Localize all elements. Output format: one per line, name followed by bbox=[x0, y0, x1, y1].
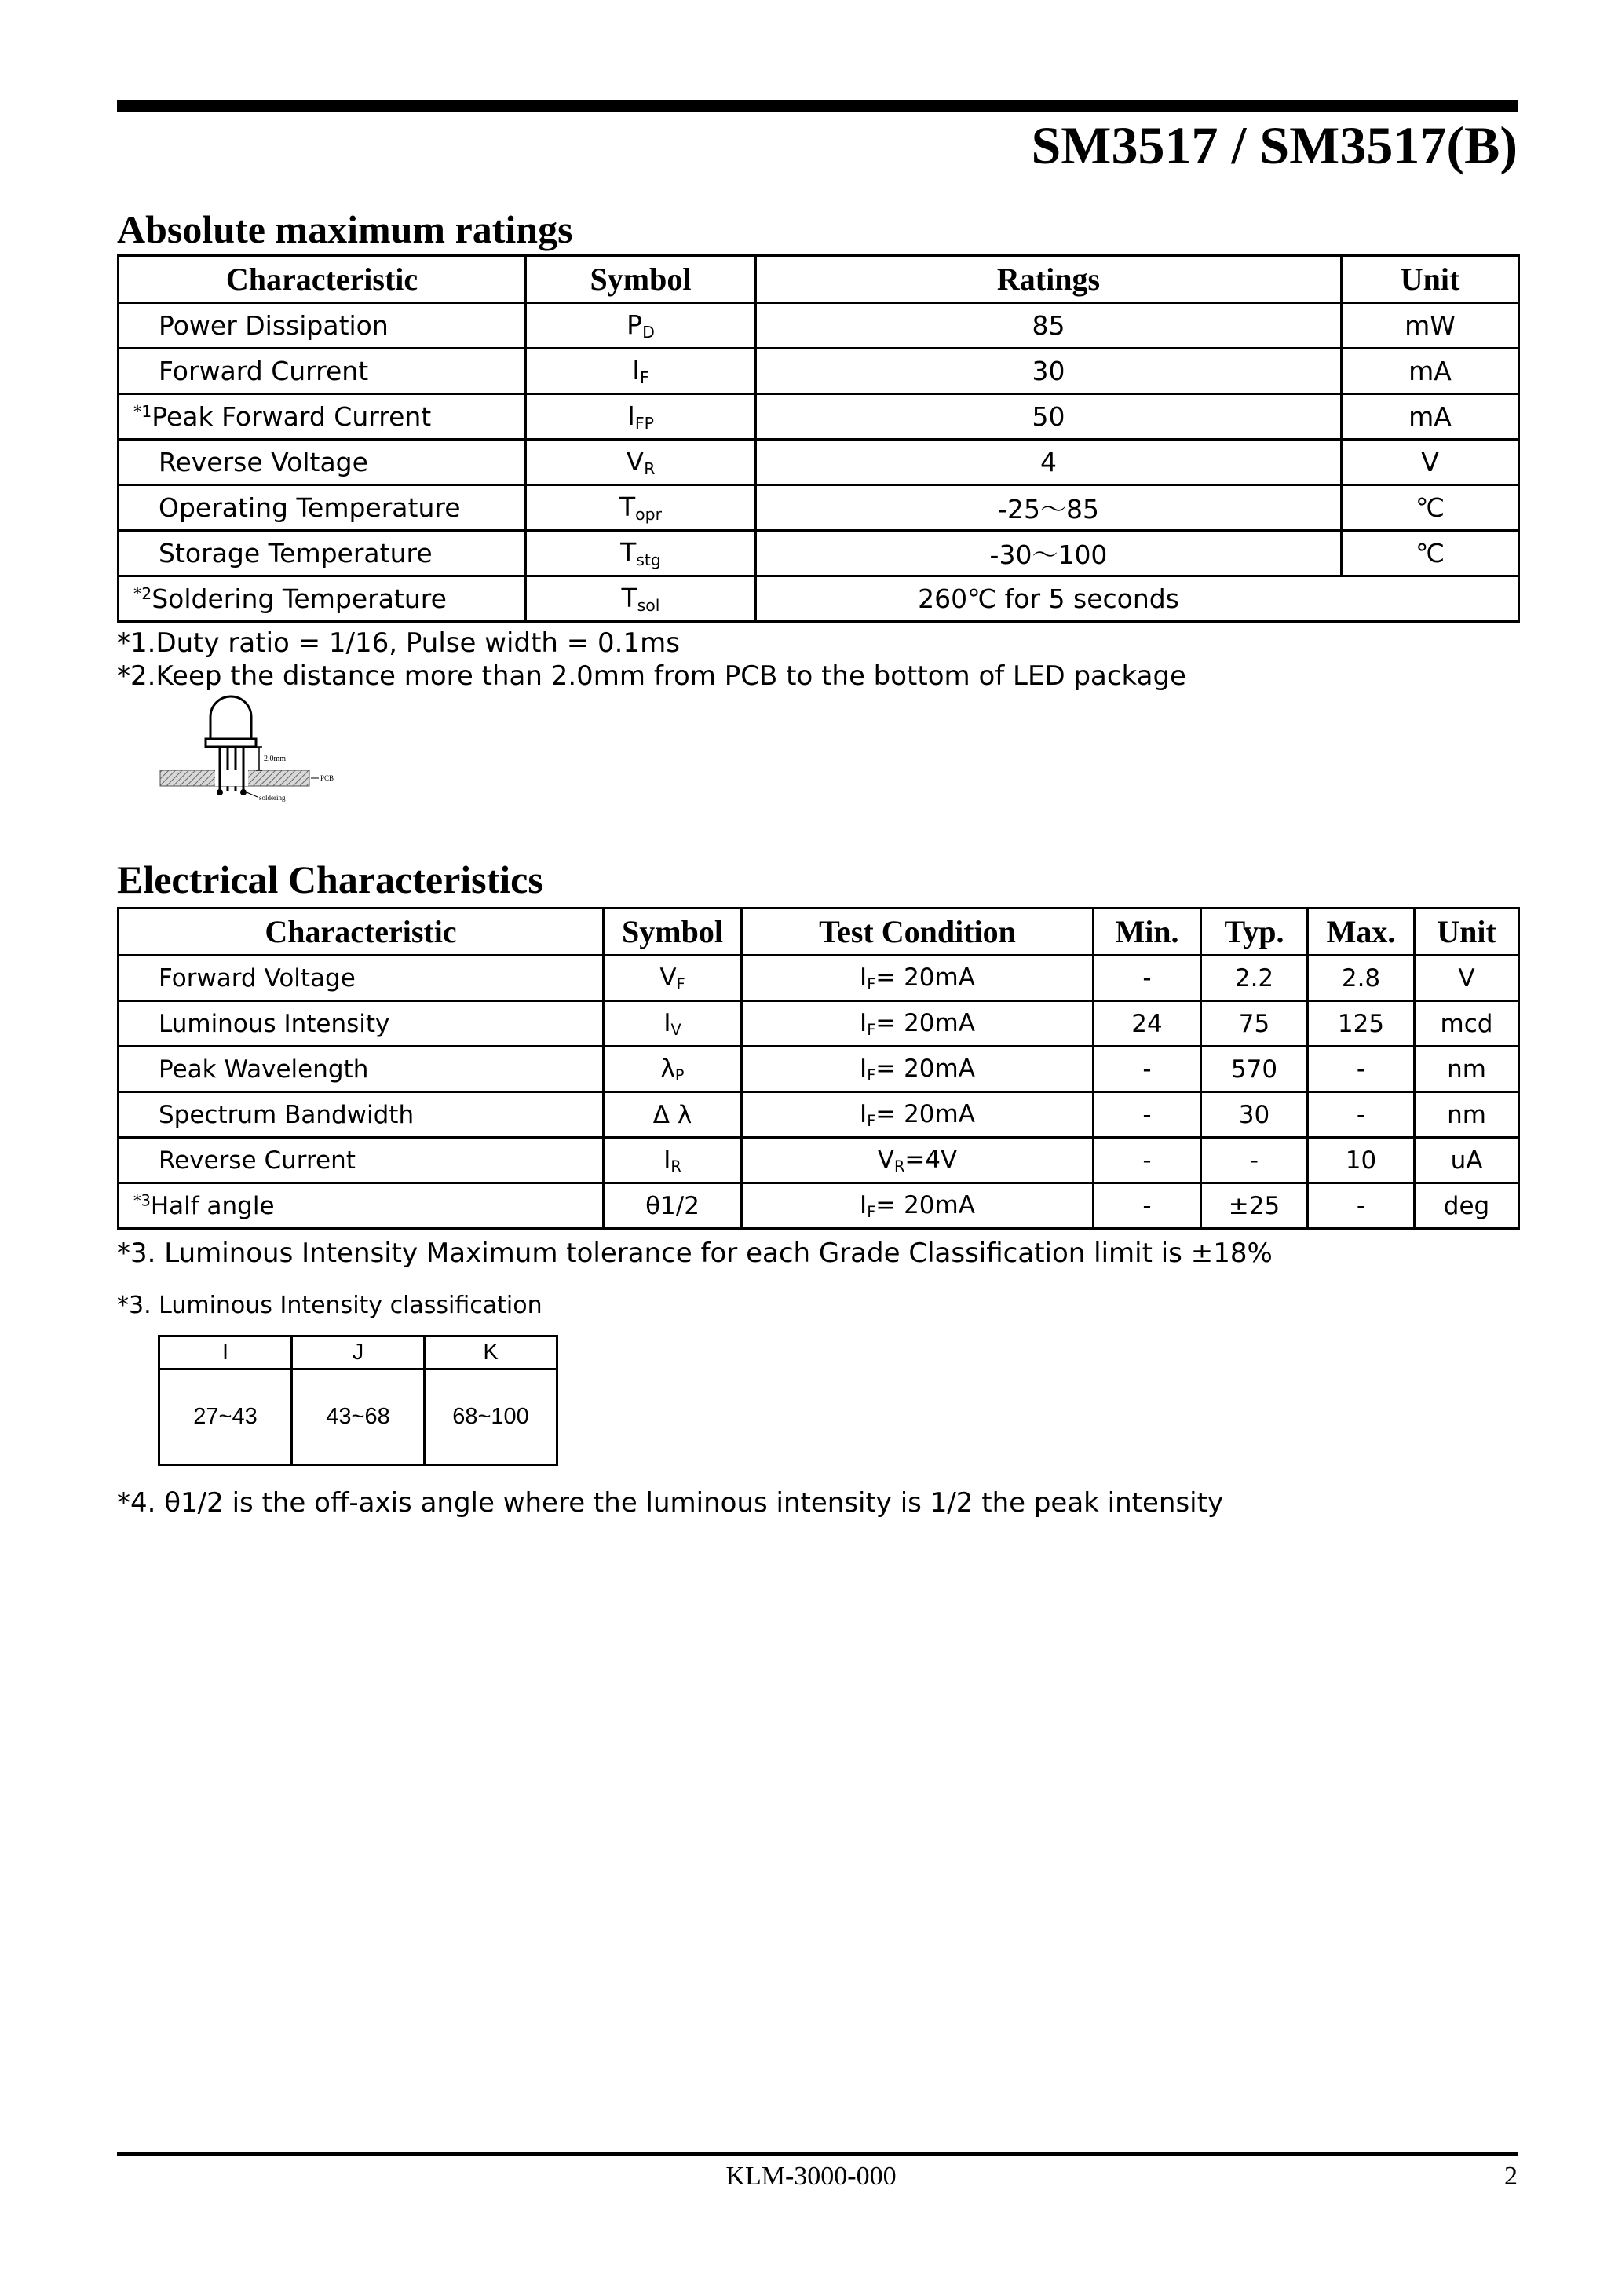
symbol-cell: $I_F$ bbox=[526, 349, 756, 394]
classification-value-row bbox=[159, 1369, 557, 1465]
grade-i-header: I bbox=[159, 1336, 292, 1369]
table-row bbox=[119, 303, 1519, 349]
table-row bbox=[119, 349, 1519, 394]
unit-cell: nm bbox=[1415, 1092, 1519, 1138]
abs-max-title: Absolute maximum ratings bbox=[117, 207, 573, 251]
characteristic-cell: Peak Wavelength bbox=[119, 1047, 604, 1092]
condition-cell: $I_F= 20mA$ bbox=[742, 1183, 1094, 1229]
classification-table bbox=[158, 1335, 558, 1466]
document-title: SM3517 / SM3517(B) bbox=[1031, 115, 1518, 175]
min-cell: - bbox=[1094, 1138, 1201, 1183]
unit-cell: mA bbox=[1342, 394, 1519, 440]
distance-label: 2.0mm bbox=[264, 755, 287, 763]
min-cell: - bbox=[1094, 1183, 1201, 1229]
electrical-table bbox=[117, 907, 1520, 1230]
min-cell: - bbox=[1094, 1047, 1201, 1092]
page-number: 2 bbox=[1504, 2162, 1518, 2191]
rating-cell: 50 bbox=[756, 394, 1342, 440]
characteristic-cell: Luminous Intensity bbox=[119, 1001, 604, 1047]
max-cell: 2.8 bbox=[1308, 956, 1415, 1001]
unit-cell: mcd bbox=[1415, 1001, 1519, 1047]
header-typ: Typ. bbox=[1201, 909, 1308, 956]
rating-cell: 30 bbox=[756, 349, 1342, 394]
unit-cell: ℃ bbox=[1342, 485, 1519, 531]
table-row bbox=[119, 1047, 1519, 1092]
document-code: KLM-3000-000 bbox=[725, 2162, 897, 2191]
top-rule bbox=[117, 100, 1518, 112]
characteristic-cell: Power Dissipation bbox=[119, 303, 526, 349]
soldering-label: soldering bbox=[259, 794, 286, 802]
table-row bbox=[119, 394, 1519, 440]
rating-cell: 4 bbox=[756, 440, 1342, 485]
header-max: Max. bbox=[1308, 909, 1415, 956]
unit-cell: nm bbox=[1415, 1047, 1519, 1092]
symbol-cell: $V_R$ bbox=[526, 440, 756, 485]
footnote-mark: *2 bbox=[133, 583, 152, 603]
typ-cell: - bbox=[1201, 1138, 1308, 1183]
characteristic-cell: Reverse Voltage bbox=[119, 440, 526, 485]
led-flange bbox=[206, 739, 256, 747]
min-cell: - bbox=[1094, 956, 1201, 1001]
table-row bbox=[119, 1183, 1519, 1229]
table-row bbox=[119, 576, 1519, 622]
symbol-cell: Δ λ bbox=[604, 1092, 742, 1138]
characteristic-cell: Forward Voltage bbox=[119, 956, 604, 1001]
unit-cell: mA bbox=[1342, 349, 1519, 394]
grade-j-range: 43~68 bbox=[292, 1369, 425, 1465]
max-cell: - bbox=[1308, 1047, 1415, 1092]
table-row bbox=[119, 531, 1519, 576]
symbol-cell: $I_R$ bbox=[604, 1138, 742, 1183]
header-unit: Unit bbox=[1342, 256, 1519, 303]
table-row bbox=[119, 1138, 1519, 1183]
rating-cell: -30～100 bbox=[756, 531, 1342, 576]
max-cell: 125 bbox=[1308, 1001, 1415, 1047]
typ-cell: 30 bbox=[1201, 1092, 1308, 1138]
header-unit: Unit bbox=[1415, 909, 1519, 956]
characteristic-cell: Operating Temperature bbox=[119, 485, 526, 531]
header-min: Min. bbox=[1094, 909, 1201, 956]
table-row bbox=[119, 1001, 1519, 1047]
solder-joint bbox=[217, 789, 223, 795]
footnote-2: *2.Keep the distance more than 2.0mm from PCB to the bottom of LED package bbox=[117, 660, 1186, 692]
condition-cell: $I_F= 20mA$ bbox=[742, 1001, 1094, 1047]
typ-cell: ±25 bbox=[1201, 1183, 1308, 1229]
footnote-mark: *1 bbox=[133, 401, 152, 421]
header-symbol: Symbol bbox=[604, 909, 742, 956]
symbol-cell: $I_{FP}$ bbox=[526, 394, 756, 440]
table-row bbox=[119, 440, 1519, 485]
characteristic-cell: Spectrum Bandwidth bbox=[119, 1092, 604, 1138]
classification-caption: *3. Luminous Intensity classification bbox=[117, 1292, 542, 1319]
unit-cell: mW bbox=[1342, 303, 1519, 349]
unit-cell: V bbox=[1342, 440, 1519, 485]
typ-cell: 570 bbox=[1201, 1047, 1308, 1092]
characteristic-cell: Forward Current bbox=[119, 349, 526, 394]
symbol-cell: $\lambda_P$ bbox=[604, 1047, 742, 1092]
table-row bbox=[119, 1092, 1519, 1138]
grade-j-header: J bbox=[292, 1336, 425, 1369]
characteristic-cell: Storage Temperature bbox=[119, 531, 526, 576]
condition-cell: $I_F= 20mA$ bbox=[742, 1047, 1094, 1092]
footnote-3: *3. Luminous Intensity Maximum tolerance for each Grade Classification limit is ±18% bbox=[117, 1238, 1273, 1269]
classification-header-row bbox=[159, 1336, 557, 1369]
characteristic-cell: $^{*2}$Soldering Temperature bbox=[119, 576, 526, 622]
footnote-mark: *3 bbox=[133, 1190, 151, 1209]
rating-cell: 260℃ for 5 seconds bbox=[756, 576, 1519, 622]
electrical-title: Electrical Characteristics bbox=[117, 857, 543, 901]
min-cell: 24 bbox=[1094, 1001, 1201, 1047]
electrical-header-row bbox=[119, 909, 1519, 956]
grade-k-header: K bbox=[425, 1336, 557, 1369]
typ-cell: 75 bbox=[1201, 1001, 1308, 1047]
solder-joint bbox=[240, 789, 247, 795]
grade-k-range: 68~100 bbox=[425, 1369, 557, 1465]
condition-cell: $I_F= 20mA$ bbox=[742, 1092, 1094, 1138]
led-pcb-diagram bbox=[157, 695, 345, 805]
unit-cell: uA bbox=[1415, 1138, 1519, 1183]
max-cell: - bbox=[1308, 1183, 1415, 1229]
header-characteristic: Characteristic bbox=[119, 256, 526, 303]
grade-i-range: 27~43 bbox=[159, 1369, 292, 1465]
symbol-cell: θ1/2 bbox=[604, 1183, 742, 1229]
symbol-cell: $I_V$ bbox=[604, 1001, 742, 1047]
condition-cell: $I_F= 20mA$ bbox=[742, 956, 1094, 1001]
rating-cell: -25～85 bbox=[756, 485, 1342, 531]
header-symbol: Symbol bbox=[526, 256, 756, 303]
unit-cell: V bbox=[1415, 956, 1519, 1001]
symbol-cell: $T_{stg}$ bbox=[526, 531, 756, 576]
header-ratings: Ratings bbox=[756, 256, 1342, 303]
symbol-cell: $V_F$ bbox=[604, 956, 742, 1001]
pcb-label: PCB bbox=[320, 774, 334, 782]
characteristic-cell: $^{*3}$Half angle bbox=[119, 1183, 604, 1229]
footnote-4: *4. θ1/2 is the off-axis angle where the luminous intensity is 1/2 the peak intensity bbox=[117, 1487, 1224, 1519]
characteristic-cell: $^{*1}$Peak Forward Current bbox=[119, 394, 526, 440]
condition-cell: $V_R=4V$ bbox=[742, 1138, 1094, 1183]
rating-cell: 85 bbox=[756, 303, 1342, 349]
characteristic-cell: Reverse Current bbox=[119, 1138, 604, 1183]
symbol-cell: $T_{sol}$ bbox=[526, 576, 756, 622]
abs-max-header-row bbox=[119, 256, 1519, 303]
max-cell: - bbox=[1308, 1092, 1415, 1138]
unit-cell: deg bbox=[1415, 1183, 1519, 1229]
typ-cell: 2.2 bbox=[1201, 956, 1308, 1001]
table-row bbox=[119, 956, 1519, 1001]
bottom-rule bbox=[117, 2152, 1518, 2156]
min-cell: - bbox=[1094, 1092, 1201, 1138]
header-characteristic: Characteristic bbox=[119, 909, 604, 956]
abs-max-table bbox=[117, 254, 1520, 623]
max-cell: 10 bbox=[1308, 1138, 1415, 1183]
symbol-cell: $T_{opr}$ bbox=[526, 485, 756, 531]
unit-cell: ℃ bbox=[1342, 531, 1519, 576]
header-test-condition: Test Condition bbox=[742, 909, 1094, 956]
table-row bbox=[119, 485, 1519, 531]
led-body bbox=[210, 696, 251, 742]
footnote-1: *1.Duty ratio = 1/16, Pulse width = 0.1ms bbox=[117, 627, 680, 659]
symbol-cell: $P_D$ bbox=[526, 303, 756, 349]
